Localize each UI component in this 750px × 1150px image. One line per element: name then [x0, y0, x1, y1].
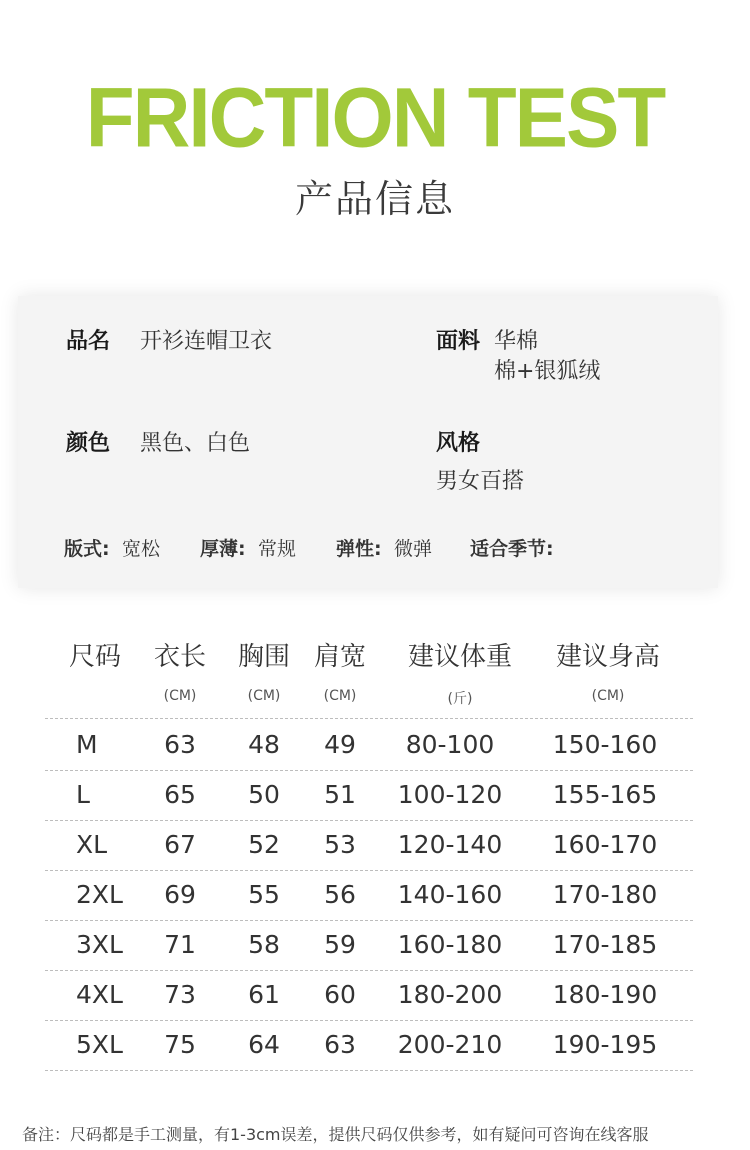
style-label: 风格 [436, 431, 481, 456]
unit-shoulder: (CM) [323, 688, 357, 704]
size-cell: XL [76, 830, 108, 859]
length-cell: 73 [164, 980, 196, 1009]
elasticity-value: 微弹 [394, 538, 433, 560]
table-row [0, 1020, 750, 1070]
product-info-panel [18, 296, 718, 588]
header-length: 衣长 [153, 642, 206, 672]
shoulder-cell: 63 [324, 1030, 356, 1059]
shoulder-cell: 60 [324, 980, 356, 1009]
chest-cell: 55 [248, 880, 280, 909]
header-shoulder: 肩宽 [313, 642, 366, 672]
thickness-value: 常规 [258, 538, 297, 560]
size-cell: L [76, 780, 90, 809]
height-cell: 190-195 [552, 1030, 658, 1059]
length-cell: 75 [164, 1030, 196, 1059]
size-cell: 4XL [76, 980, 123, 1009]
table-row [0, 870, 750, 920]
style-value: 男女百搭 [436, 469, 525, 494]
chest-cell: 48 [248, 730, 280, 759]
chest-cell: 52 [248, 830, 280, 859]
length-cell: 63 [164, 730, 196, 759]
height-cell: 160-170 [552, 830, 658, 859]
chest-cell: 58 [248, 930, 280, 959]
name-value: 开衫连帽卫衣 [140, 329, 273, 354]
weight-cell: 80-100 [405, 730, 495, 759]
table-row [0, 770, 750, 820]
fabric-value-1: 华棉 [494, 329, 539, 354]
shoulder-cell: 59 [324, 930, 356, 959]
elasticity-label: 弹性: [336, 538, 382, 560]
height-cell: 150-160 [552, 730, 658, 759]
height-cell: 180-190 [552, 980, 658, 1009]
table-divider [45, 718, 693, 719]
weight-cell: 180-200 [397, 980, 503, 1009]
unit-weight: (斤) [447, 691, 473, 707]
color-label: 颜色 [66, 431, 111, 456]
unit-height: (CM) [591, 688, 625, 704]
chest-cell: 50 [248, 780, 280, 809]
weight-cell: 140-160 [397, 880, 503, 909]
shoulder-cell: 51 [324, 780, 356, 809]
shoulder-cell: 56 [324, 880, 356, 909]
header-weight: 建议体重 [407, 642, 512, 672]
length-cell: 67 [164, 830, 196, 859]
season-label: 适合季节: [470, 538, 554, 560]
chest-cell: 64 [248, 1030, 280, 1059]
length-cell: 69 [164, 880, 196, 909]
table-divider [45, 1070, 693, 1071]
color-value: 黑色、白色 [140, 431, 251, 456]
unit-length: (CM) [163, 688, 197, 704]
header-size: 尺码 [68, 642, 121, 672]
fabric-label: 面料 [436, 329, 481, 354]
weight-cell: 100-120 [397, 780, 503, 809]
weight-cell: 120-140 [397, 830, 503, 859]
height-cell: 155-165 [552, 780, 658, 809]
unit-chest: (CM) [247, 688, 281, 704]
weight-cell: 200-210 [397, 1030, 503, 1059]
name-label: 品名 [66, 329, 111, 354]
table-row [0, 720, 750, 770]
weight-cell: 160-180 [397, 930, 503, 959]
thickness-label: 厚薄: [200, 538, 246, 560]
footnote: 备注：尺码都是手工测量，有1-3cm误差，提供尺码仅供参考，如有疑问可咨询在线客服 [22, 1125, 649, 1144]
header-height: 建议身高 [555, 642, 660, 672]
shoulder-cell: 53 [324, 830, 356, 859]
page-subtitle: 产品信息 [294, 177, 455, 221]
fabric-value-2: 棉+银狐绒 [494, 359, 601, 384]
header-chest: 胸围 [237, 642, 290, 672]
page-title: FRICTION TEST [85, 70, 665, 165]
size-cell: 3XL [76, 930, 123, 959]
table-row [0, 970, 750, 1020]
table-row [0, 820, 750, 870]
fit-label: 版式: [64, 538, 110, 560]
table-row [0, 920, 750, 970]
height-cell: 170-180 [552, 880, 658, 909]
chest-cell: 61 [248, 980, 280, 1009]
height-cell: 170-185 [552, 930, 658, 959]
length-cell: 71 [164, 930, 196, 959]
length-cell: 65 [164, 780, 196, 809]
size-cell: 2XL [76, 880, 123, 909]
size-cell: 5XL [76, 1030, 123, 1059]
shoulder-cell: 49 [324, 730, 356, 759]
size-cell: M [76, 730, 98, 759]
fit-value: 宽松 [122, 538, 161, 560]
